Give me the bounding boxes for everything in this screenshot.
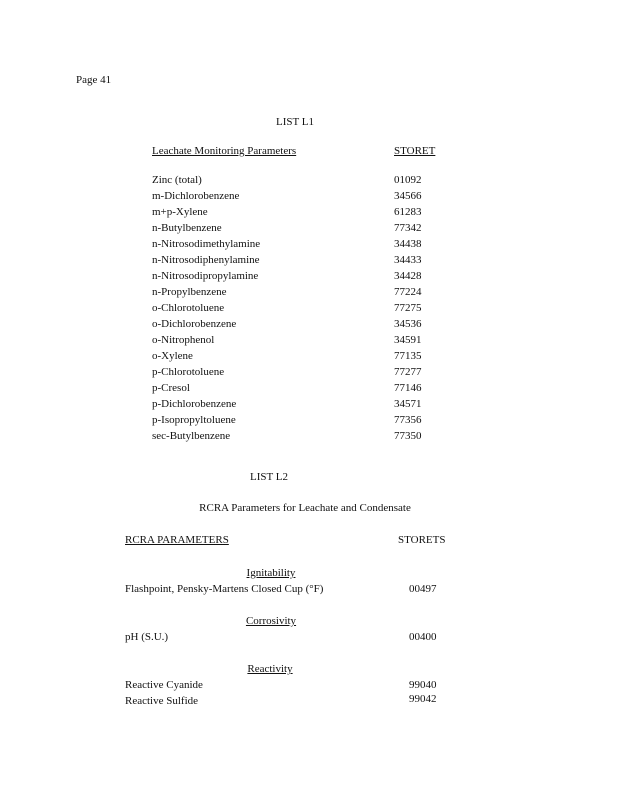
storet-code: 77356 bbox=[394, 414, 422, 426]
parameter-name: sec-Butylbenzene bbox=[152, 430, 231, 442]
storet-code: 77277 bbox=[394, 366, 422, 378]
storet-code: 99040 bbox=[409, 679, 437, 691]
parameter-name: o-Dichlorobenzene bbox=[152, 318, 237, 330]
parameter-name: p-Isopropyltoluene bbox=[152, 414, 236, 426]
storet-code: 34536 bbox=[394, 318, 422, 330]
parameter-name: n-Butylbenzene bbox=[152, 222, 222, 234]
storet-code: 77350 bbox=[394, 430, 422, 442]
parameter-name: n-Nitrosodiphenylamine bbox=[152, 254, 260, 266]
parameter-name: p-Chlorotoluene bbox=[152, 366, 225, 378]
reactivity-heading: Reactivity bbox=[247, 663, 293, 675]
parameter-name: p-Dichlorobenzene bbox=[152, 398, 237, 410]
storet-code: 77135 bbox=[394, 350, 422, 362]
storet-code: 34433 bbox=[394, 254, 422, 266]
storet-code: 77342 bbox=[394, 222, 422, 234]
parameter-name: Reactive Cyanide bbox=[125, 679, 203, 691]
parameter-name: o-Nitrophenol bbox=[152, 334, 215, 346]
storet-code: 34428 bbox=[394, 270, 422, 282]
parameter-name: Zinc (total) bbox=[152, 174, 202, 186]
list-l1-param-header: Leachate Monitoring Parameters bbox=[152, 145, 297, 157]
storet-code: 34571 bbox=[394, 398, 422, 410]
storet-code: 01092 bbox=[394, 174, 422, 186]
parameter-name: n-Propylbenzene bbox=[152, 286, 227, 298]
page-number: Page 41 bbox=[76, 74, 112, 86]
storet-code: 61283 bbox=[394, 206, 422, 218]
storet-code: 00400 bbox=[409, 631, 437, 643]
parameter-name: o-Chlorotoluene bbox=[152, 302, 225, 314]
list-l1-storet-header: STORET bbox=[394, 145, 436, 157]
parameter-name: m-Dichlorobenzene bbox=[152, 190, 240, 202]
storet-code: 00497 bbox=[409, 583, 437, 595]
parameter-name: Reactive Sulfide bbox=[125, 695, 199, 707]
storet-code: 99042 bbox=[409, 693, 437, 705]
parameter-name: n-Nitrosodipropylamine bbox=[152, 270, 259, 282]
storet-code: 34438 bbox=[394, 238, 422, 250]
storet-code: 34591 bbox=[394, 334, 422, 346]
parameter-name: n-Nitrosodimethylamine bbox=[152, 238, 261, 250]
list-l1-title: LIST L1 bbox=[276, 116, 314, 128]
storet-code: 77275 bbox=[394, 302, 422, 314]
list-l2-title: LIST L2 bbox=[250, 471, 288, 483]
parameter-name: pH (S.U.) bbox=[125, 631, 169, 643]
parameter-name: p-Cresol bbox=[152, 382, 190, 394]
parameter-name: Flashpoint, Pensky-Martens Closed Cup (°F) bbox=[125, 583, 324, 595]
storet-code: 77224 bbox=[394, 286, 422, 298]
list-l2-subtitle: RCRA Parameters for Leachate and Condensate bbox=[199, 502, 411, 514]
parameter-name: m+p-Xylene bbox=[152, 206, 208, 218]
parameter-name: o-Xylene bbox=[152, 350, 193, 362]
corrosivity-heading: Corrosivity bbox=[245, 615, 297, 627]
storets-header: STORETS bbox=[398, 534, 446, 546]
storet-code: 77146 bbox=[394, 382, 422, 394]
storet-code: 34566 bbox=[394, 190, 422, 202]
rcra-parameters-header: RCRA PARAMETERS bbox=[125, 534, 229, 546]
ignitability-heading: Ignitability bbox=[246, 567, 296, 579]
